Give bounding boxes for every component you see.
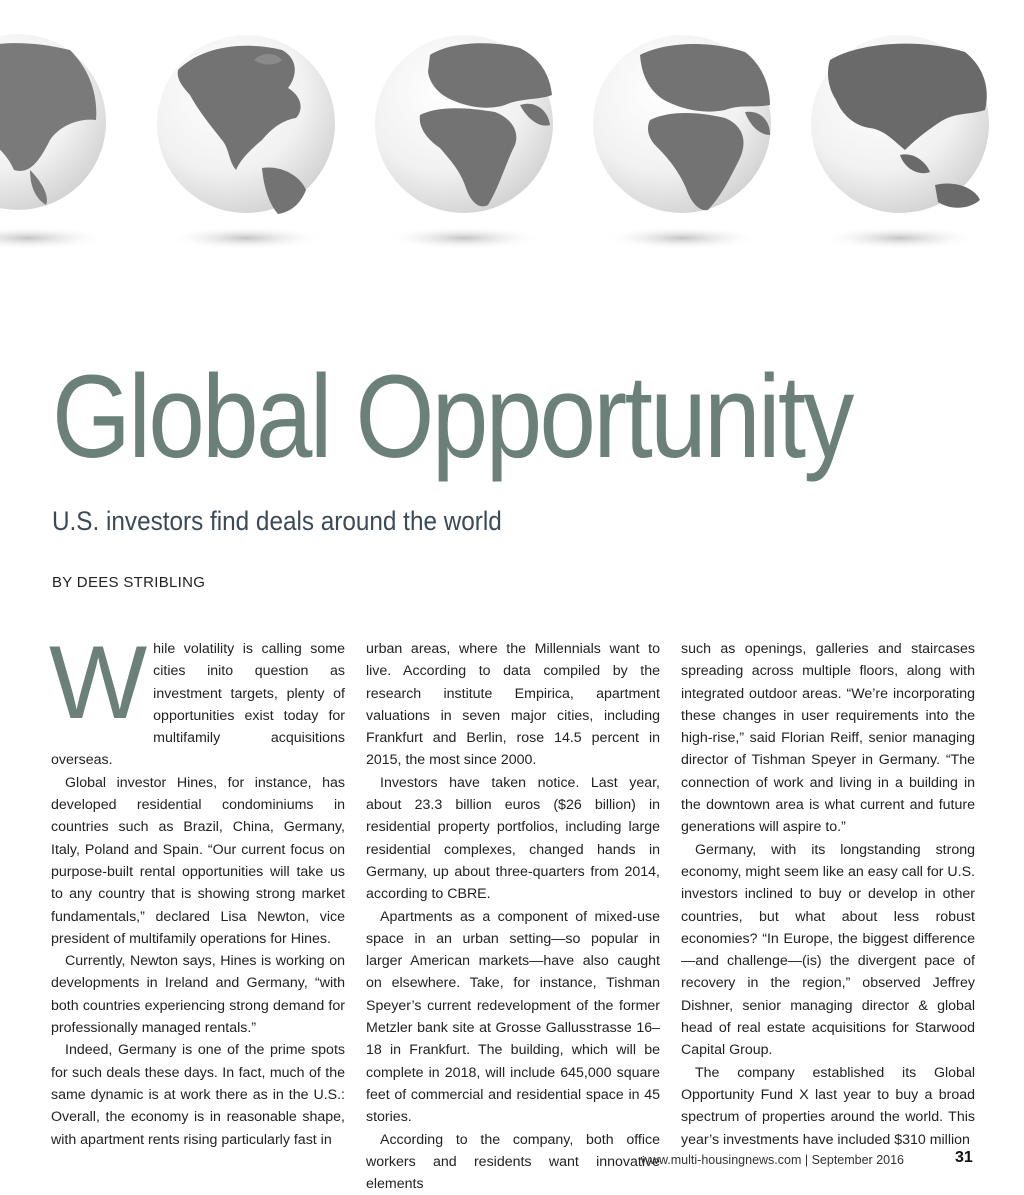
article-paragraph: The company established its Global Opportunity Fund X last year to buy a broad spectrum of properties around the world. This year’s investments have included $310 million xyxy=(681,1064,975,1148)
article-paragraph: Investors have taken notice. Last year, about 23.3 billion euros ($26 billion) in residential property portfolios, including large residential complexes, changed hands in Germany, up about three-quarters from 2014, according to CBRE. xyxy=(366,774,660,903)
globe-europe-africa-icon xyxy=(593,35,771,250)
article-paragraph: Apartments as a component of mixed-use space in an urban setting—so popular in larger American markets—have also caught on elsewhere. Take, for instance, Tishman Speyer’s current redevelopment of the former Metzler bank site at Grosse Gallusstrasse 16–18 in Frankfurt. The building, which will be complete in 2018, will include 645,000 square feet of commercial and residential space in 45 stories. xyxy=(366,908,660,1126)
page-title: Global Opportunity xyxy=(52,351,852,483)
footer-url-date: www.multi-housingnews.com | September 2016 xyxy=(640,1153,904,1167)
article-paragraph: such as openings, galleries and staircases spreading across multiple floors, along with integrated outdoor areas. “We’re incorporating these changes in user requirements into the high-rise,” said Florian Reiff, senior managing director of Tishman Speyer in Germany. “The connection of work and living in a building in the downtown area is what current and future generations will aspire to.” xyxy=(681,641,975,836)
article-column-1 xyxy=(49,625,345,1151)
drop-cap: W xyxy=(49,625,148,741)
article-paragraph: Germany, with its longstanding strong economy, might seem like an easy call for U.S. investors inclined to buy or develop in other countries, but what about less robust economies? “In Europe, the biggest difference—and challenge—(is) the divergent pace of recovery in the region,” observed Jeffrey Dishner, senior managing director & global head of real estate acquisitions for Starwood Capital Group. xyxy=(681,841,975,1059)
page-number: 31 xyxy=(955,1149,973,1166)
globe-asia-partial-icon xyxy=(0,34,108,250)
byline: BY DEES STRIBLING xyxy=(52,574,206,591)
article-paragraph: According to the company, both office workers and residents want innovative elements xyxy=(366,1131,660,1193)
article-paragraph: Global investor Hines, for instance, has developed residential condominiums in countries such as Brazil, China, Germany, Italy, Poland and Spain. “Our current focus on purpose-built rental opportunities will take us to any country that is showing strong market fundamentals,” declared Lisa Newton, vice president of multifamily operations for Hines. xyxy=(51,774,345,947)
article-column-3 xyxy=(681,638,975,1151)
globe-americas-icon xyxy=(157,35,335,250)
page-subtitle: U.S. investors find deals around the world xyxy=(52,506,502,536)
article-paragraph: Indeed, Germany is one of the prime spots for such deals these days. In fact, much of the same dynamic is at work there as in the U.S.: Overall, the economy is in reasonable shape, with apartment rents rising particularly fast in xyxy=(51,1042,345,1148)
article-paragraph: While volatility is calling some cities inito question as investment targets, plenty of opportunities exist today for multifamily acquisitions overseas. xyxy=(49,625,345,769)
globe-africa-europe-icon xyxy=(375,35,553,250)
globes-banner xyxy=(0,0,1024,270)
globe-asia-oceania-icon xyxy=(811,35,989,250)
article-paragraph: Currently, Newton says, Hines is working on developments in Ireland and Germany, “with both countries experiencing strong demand for professionally managed rentals.” xyxy=(51,953,345,1037)
article-column-2 xyxy=(366,638,660,1195)
article-paragraph: urban areas, where the Millennials want to live. According to data compiled by the research institute Empirica, apartment valuations in seven major cities, including Frankfurt and Berlin, rose 14.5 percent in 2015, the most since 2000. xyxy=(366,641,660,769)
